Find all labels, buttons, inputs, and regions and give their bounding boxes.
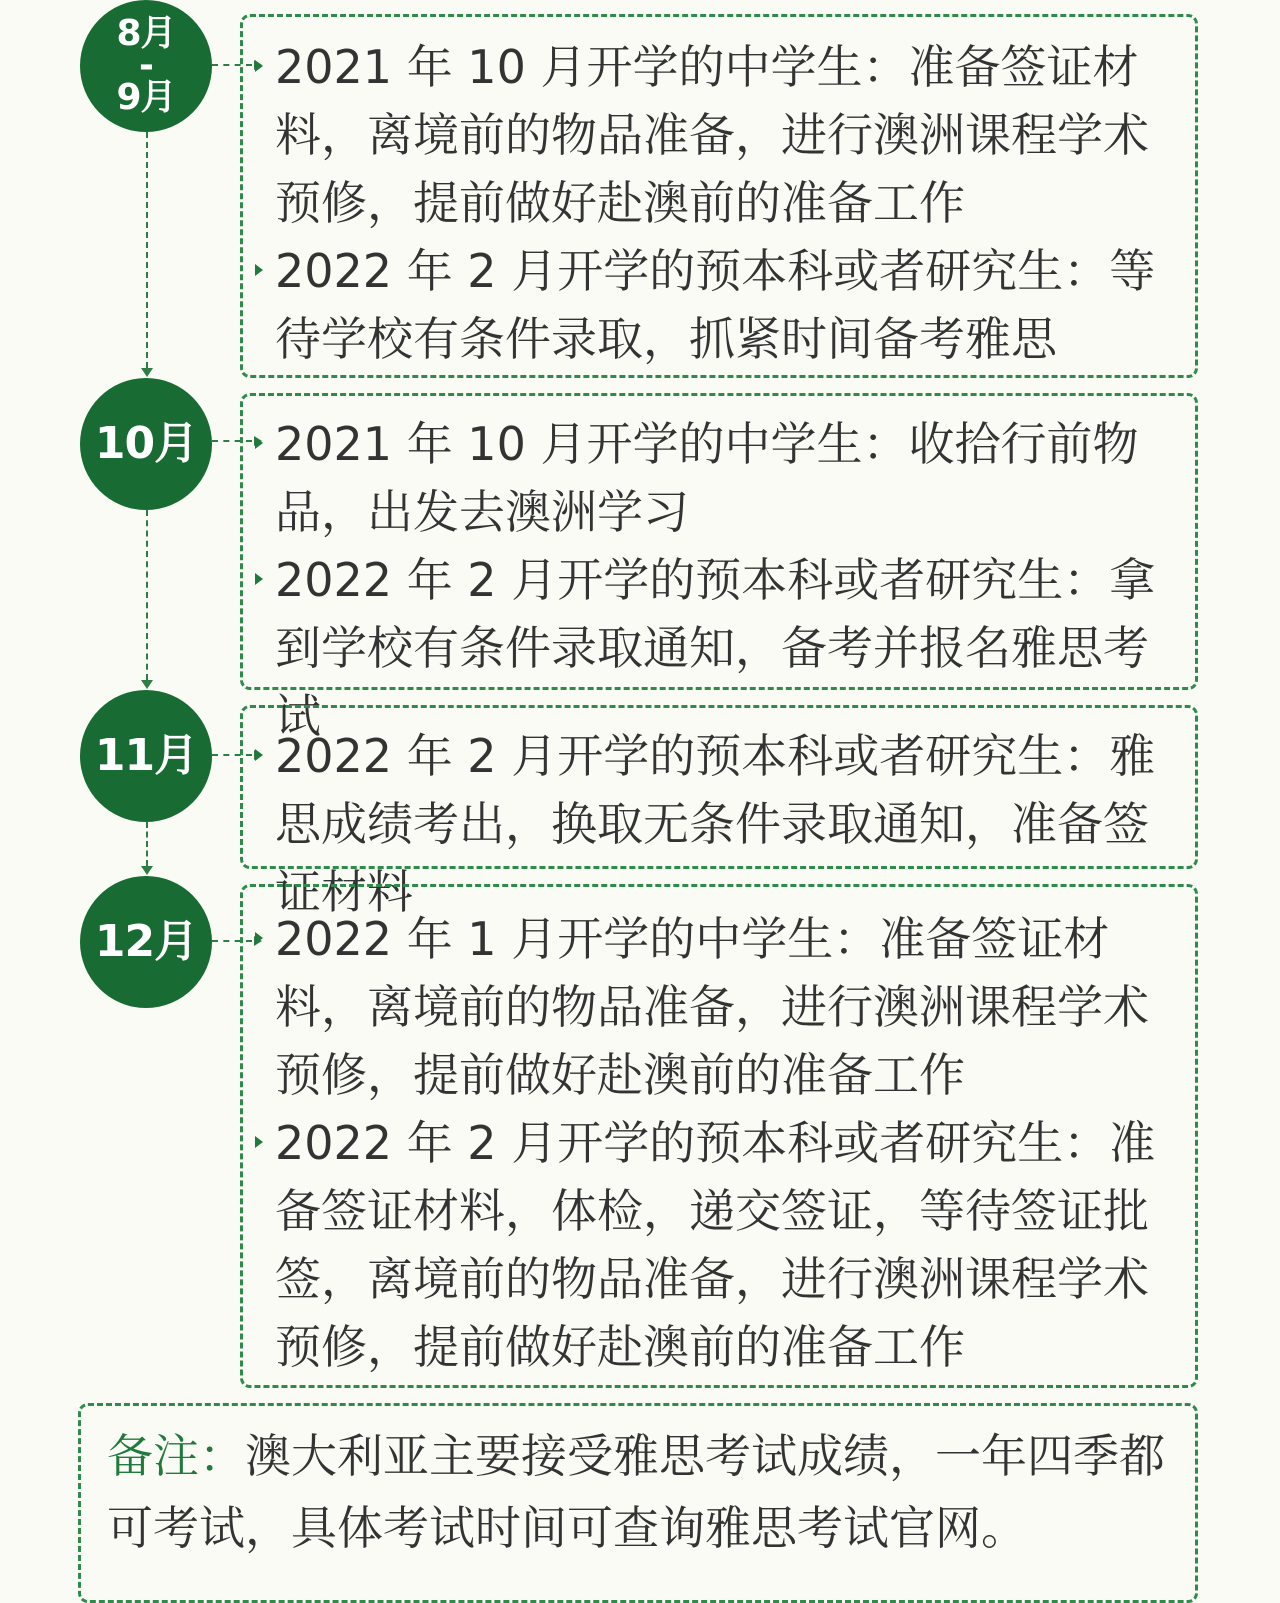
- month-circle-aug-sep: [80, 0, 212, 132]
- timeline-item: [275, 33, 1181, 237]
- month-label: 11月: [94, 730, 198, 781]
- timeline-connector: [146, 132, 148, 368]
- item-text: 2022 年 2 月开学的预本科或者研究生：拿到学校有条件录取通知，备考并报名雅思考试: [275, 553, 1156, 743]
- item-text: 2022 年 2 月开学的预本科或者研究生：准备签证材料，体检，递交签证，等待签证批签，离境前的物品准备，进行澳洲课程学术预修，提前做好赴澳前的准备工作: [275, 1116, 1156, 1374]
- note-text: 澳大利亚主要接受雅思考试成绩，一年四季都可考试，具体考试时间可查询雅思考试官网。: [107, 1429, 1165, 1555]
- item-text: 2021 年 10 月开学的中学生：准备签证材料，离境前的物品准备，进行澳洲课程学术预修，提前做好赴澳前的准备工作: [275, 40, 1149, 230]
- timeline-item: [275, 410, 1181, 546]
- month-circle-dec: [80, 876, 212, 1008]
- item-text: 2022 年 1 月开学的中学生：准备签证材料，离境前的物品准备，进行澳洲课程学术预修，提前做好赴澳前的准备工作: [275, 912, 1149, 1102]
- month-label: 8月: [116, 13, 176, 54]
- timeline-box-nov: [240, 705, 1198, 919]
- note-label: 备注：: [107, 1429, 245, 1483]
- timeline-box-dec: [240, 884, 1198, 1388]
- timeline-connector: [146, 822, 148, 866]
- bullet-arrow-icon: [255, 264, 263, 276]
- bullet-arrow-icon: [255, 932, 263, 944]
- month-label: 10月: [94, 418, 198, 469]
- timeline-arrow-icon: [141, 866, 153, 875]
- timeline-box-aug-sep: [240, 14, 1198, 378]
- month-label: -: [139, 45, 153, 86]
- note-box: [78, 1403, 1198, 1603]
- timeline-box-oct: [240, 393, 1198, 743]
- timeline-item: [275, 1109, 1181, 1381]
- bullet-arrow-icon: [255, 60, 263, 72]
- month-circle-oct: [80, 378, 212, 510]
- month-circle-nov: [80, 690, 212, 822]
- timeline-item: [275, 237, 1181, 373]
- item-text: 2022 年 2 月开学的预本科或者研究生：等待学校有条件录取，抓紧时间备考雅思: [275, 244, 1156, 366]
- item-text: 2022 年 2 月开学的预本科或者研究生：雅思成绩考出，换取无条件录取通知，准备签证材料: [275, 729, 1156, 919]
- month-label: 9月: [116, 77, 176, 118]
- bullet-arrow-icon: [255, 749, 263, 761]
- bullet-arrow-icon: [255, 573, 263, 585]
- timeline-item: [275, 905, 1181, 1109]
- timeline-arrow-icon: [141, 368, 153, 377]
- item-text: 2021 年 10 月开学的中学生：收拾行前物品，出发去澳洲学习: [275, 417, 1139, 539]
- timeline-connector: [146, 510, 148, 680]
- timeline-arrow-icon: [141, 680, 153, 689]
- bullet-arrow-icon: [255, 1136, 263, 1148]
- month-label: 12月: [94, 916, 198, 967]
- bullet-arrow-icon: [255, 437, 263, 449]
